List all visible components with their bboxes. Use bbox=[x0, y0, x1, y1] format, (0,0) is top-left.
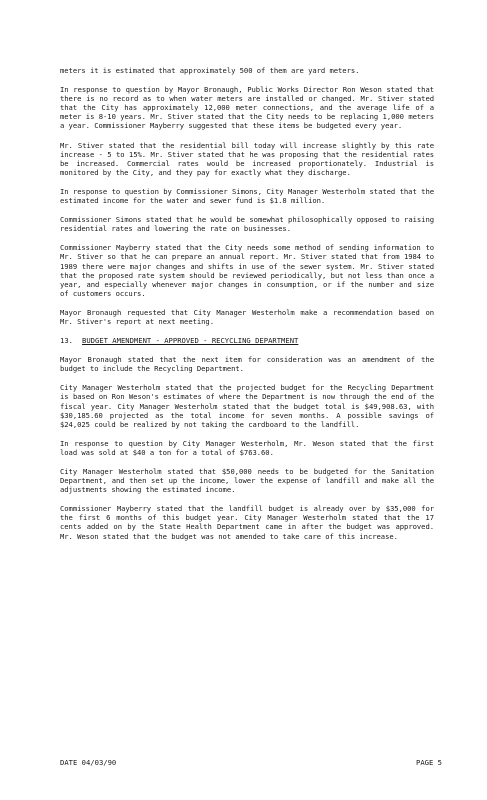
paragraph: meters it is estimated that approximately 500 of them are yard meters. bbox=[60, 66, 360, 75]
paragraph: Mayor Bronaugh requested that City Manager Westerholm make a recommendation based on Mr. Stiver's report at next meeting. bbox=[60, 307, 434, 326]
paragraph: Commissioner Mayberry stated that the landfill budget is already over by $35,000 for the first 6 months of this budget year. City Manager Westerholm stated that the 17 cents added on by the State Health Department came in after the budget was approved. Mr. Weson stated that the budget was not amended to take care of this increase. bbox=[60, 504, 434, 541]
page-footer bbox=[60, 758, 442, 767]
paragraph: Commissioner Mayberry stated that the City needs some method of sending information to Mr. Stiver so that he can prepare an annual report. Mr. Stiver stated that from 1984 to 1989 there were major changes and shifts in use of the sewer system. Mr. Stiver stated that the proposed rate system should be reviewed periodically, but not less than once a year, and especially whenever major changes in consumption, or if the number and size of customers occurs. bbox=[60, 243, 434, 298]
paragraph: Commissioner Simons stated that he would be somewhat philosophically opposed to raising residential rates and lowering the rate on businesses. bbox=[60, 215, 434, 234]
paragraph: Mr. Stiver stated that the residential bill today will increase slightly by this rate increase - 5 to 15%. Mr. Stiver stated that he was proposing that the residential rates be increased. Commercial rates would be increased proportionately. Industrial is monitored by the City, and they pay for exactly what they discharge. bbox=[60, 140, 434, 177]
paragraph: City Manager Westerholm stated that the projected budget for the Recycling Department is based on Ron Weson's estimates of where the Department is now through the end of the fiscal year. City Manager Westerholm stated that the budget total is $49,908.63, with $30,185.60 projected as the total income for seven months. A possible savings of $24,025 could be realized by not taking the cardboard to the landfill. bbox=[60, 383, 434, 429]
paragraph: Mayor Bronaugh stated that the next item for consideration was an amendment of the budget to include the Recycling Department. bbox=[60, 355, 434, 374]
paragraph: City Manager Westerholm stated that $50,000 needs to be budgeted for the Sanitation Department, and then set up the income, lower the expense of landfill and make all the adjustments showing the estimated income. bbox=[60, 467, 434, 495]
footer-page-number: PAGE 5 bbox=[416, 758, 442, 767]
footer-date: DATE 04/03/90 bbox=[60, 758, 117, 767]
paragraph: In response to question by City Manager Westerholm, Mr. Weson stated that the first load was sold at $40 a ton for a total of $763.60. bbox=[60, 438, 434, 457]
section-heading bbox=[60, 336, 434, 345]
section-number: 13. bbox=[60, 336, 73, 346]
section-title: BUDGET AMENDMENT - APPROVED - RECYCLING DEPARTMENT bbox=[82, 336, 299, 346]
paragraph: In response to question by Mayor Bronaugh, Public Works Director Ron Weson stated that there is no record as to when water meters are installed or changed. Mr. Stiver stated that the City has approximately 12,000 meter connections, and the average life of a meter is 8-10 years. Mr. Stiver stated that the City needs to be replacing 1,000 meters a year. Commissioner Mayberry suggested that these items be budgeted every year. bbox=[60, 85, 434, 131]
document-body bbox=[60, 66, 434, 551]
paragraph: In response to question by Commissioner Simons, City Manager Westerholm stated that the estimated income for the water and sewer fund is $1.8 million. bbox=[60, 186, 434, 206]
